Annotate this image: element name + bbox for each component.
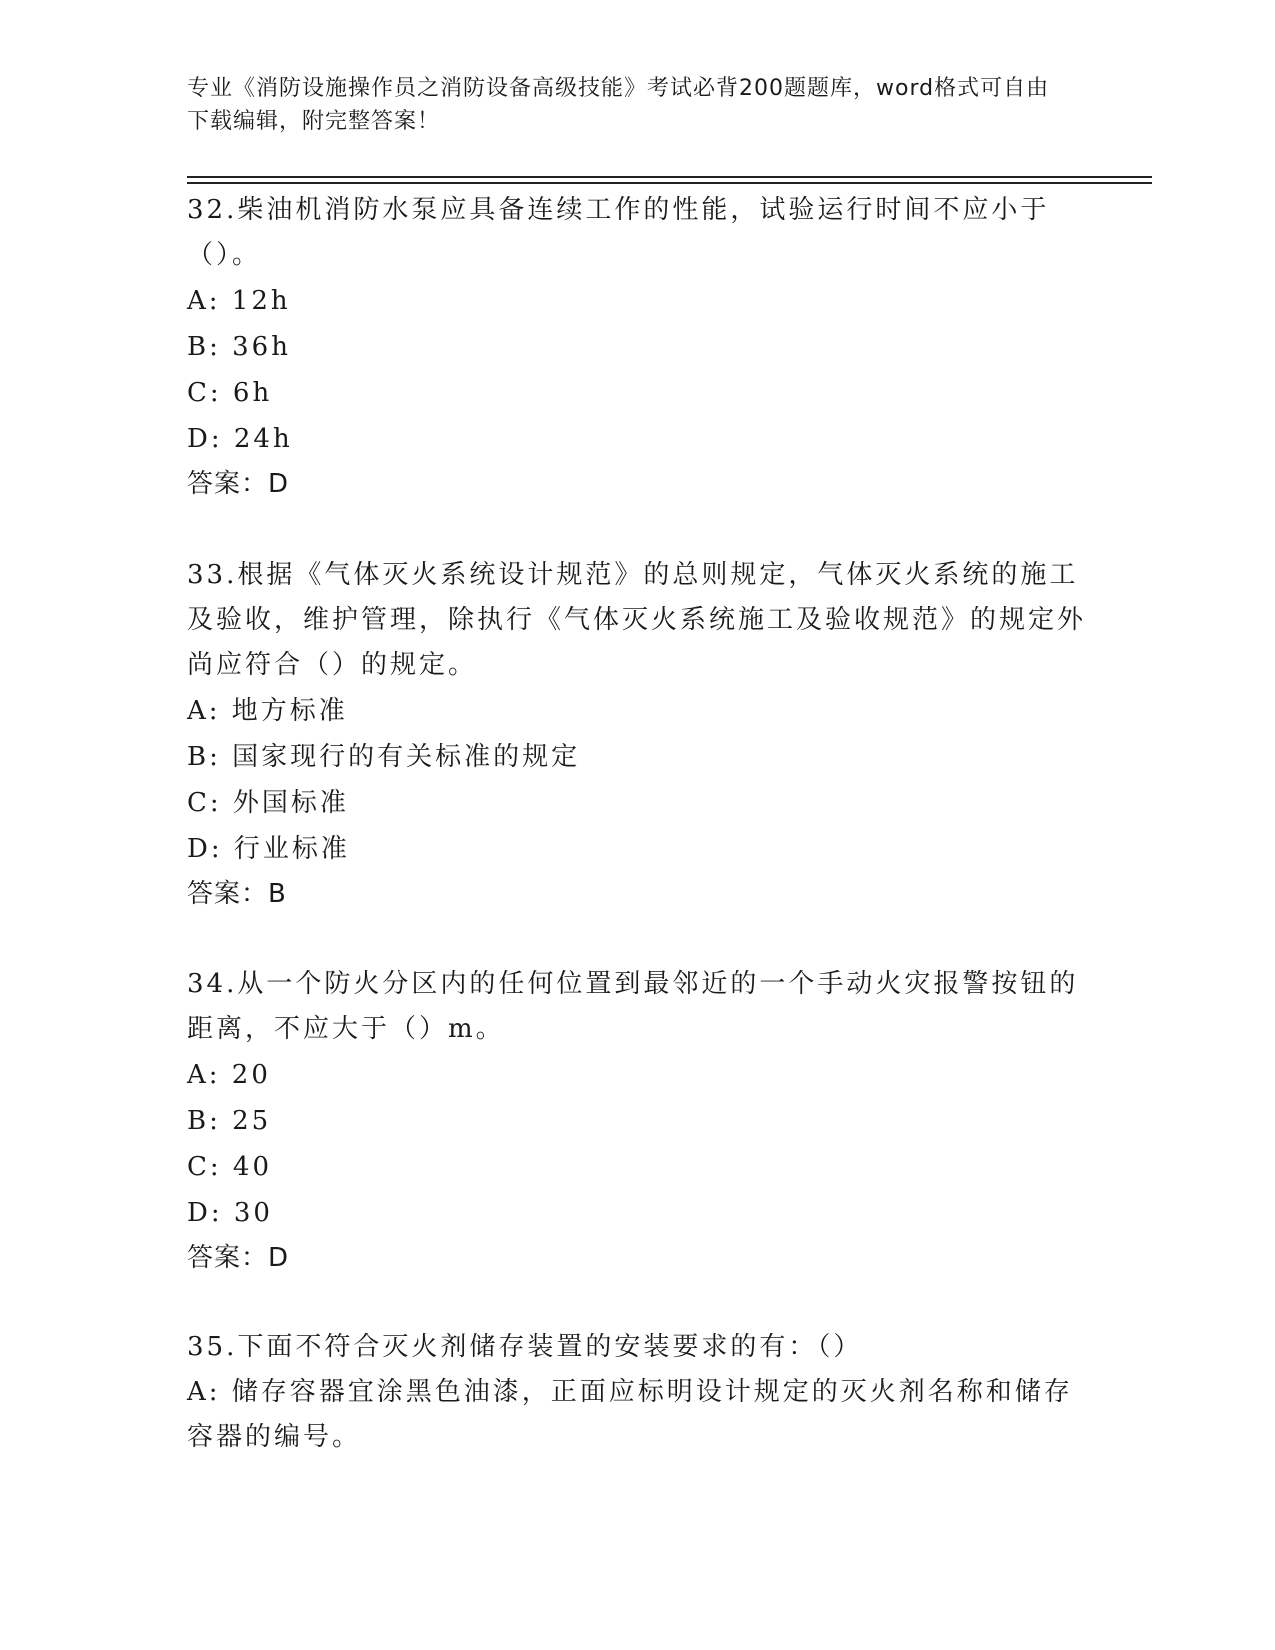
header-divider-top (187, 176, 1152, 178)
option-b: B: 36h (187, 332, 291, 362)
answer-line: 答案：B (187, 879, 287, 909)
option-a: A: 20 (187, 1060, 271, 1090)
option-a: A: 地方标准 (187, 696, 348, 726)
header-divider-bottom (187, 182, 1152, 184)
question-32 (187, 188, 1087, 506)
option-d: D: 30 (187, 1198, 273, 1228)
question-stem: 33.根据《气体灭火系统设计规范》的总则规定，气体灭火系统的施工及验收，维护管理，除执行《气体灭火系统施工及验收规范》的规定外尚应符合（）的规定。 (187, 560, 1087, 680)
option-d: D: 24h (187, 424, 293, 454)
question-35 (187, 1325, 1087, 1460)
question-stem: 32.柴油机消防水泵应具备连续工作的性能，试验运行时间不应小于（）。 (187, 195, 1050, 270)
question-stem: 35.下面不符合灭火剂储存装置的安装要求的有：（） (187, 1332, 863, 1362)
question-stem: 34.从一个防火分区内的任何位置到最邻近的一个手动火灾报警按钮的距离，不应大于（）m。 (187, 969, 1079, 1044)
question-33 (187, 553, 1087, 916)
option-b: B: 25 (187, 1106, 272, 1136)
document-header: 专业《消防设施操作员之消防设备高级技能》考试必背200题题库，word格式可自由下载编辑，附完整答案！ (187, 76, 1050, 134)
answer-line: 答案：D (187, 469, 290, 499)
question-34 (187, 962, 1087, 1280)
option-a: A: 12h (187, 286, 291, 316)
option-d: D: 行业标准 (187, 834, 350, 864)
option-c: C: 40 (187, 1152, 273, 1182)
option-c: C: 外国标准 (187, 788, 349, 818)
answer-line: 答案：D (187, 1243, 290, 1273)
option-c: C: 6h (187, 378, 273, 408)
option-b: B: 国家现行的有关标准的规定 (187, 742, 581, 772)
option-a: A: 储存容器宜涂黑色油漆，正面应标明设计规定的灭火剂名称和储存容器的编号。 (187, 1377, 1073, 1452)
